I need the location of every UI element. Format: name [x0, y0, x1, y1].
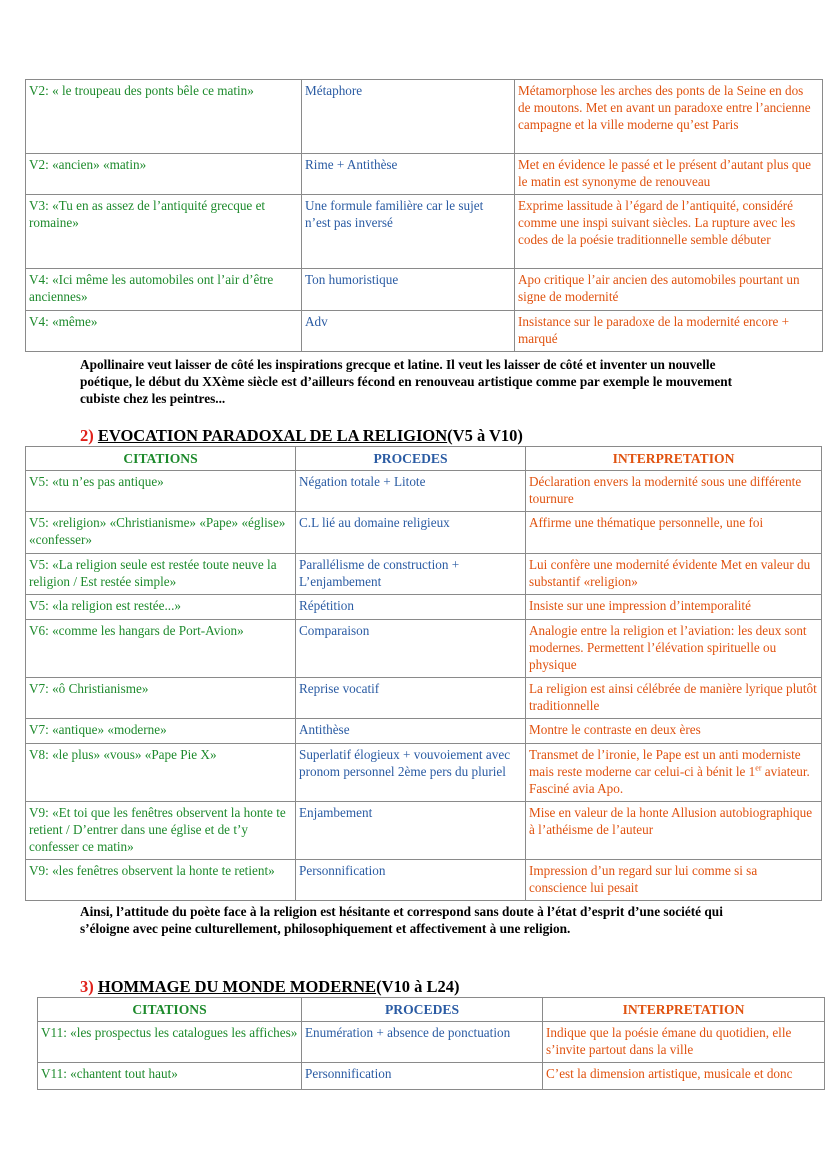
procede-cell: Antithèse [296, 719, 526, 744]
interpretation-cell: Affirme une thématique personnelle, une foi [526, 512, 822, 554]
paragraph-conclusion-1: Apollinaire veut laisser de côté les inspirations grecque et latine. Il veut les laisser de côté et inventer un nouvelle poétique, le début du XXème siècle est d’ailleurs fécond en renouveau artistique comme par exemple le mouvement cubiste chez les peintres... [80, 357, 733, 406]
interpretation-cell: Mise en valeur de la honte Allusion autobiographique à l’athéisme de l’auteur [526, 802, 822, 860]
section-heading: HOMMAGE DU MONDE MODERNE [97, 977, 377, 996]
header-procedes: PROCEDES [296, 447, 526, 471]
interpretation-cell: La religion est ainsi célébrée de manière lyrique plutôt traditionnelle [526, 678, 822, 719]
procede-cell: Ton humoristique [302, 269, 515, 311]
table-row [26, 719, 822, 744]
paragraph-conclusion-2: Ainsi, l’attitude du poète face à la religion est hésitante et correspond sans doute à l’état d’esprit d’une société qui s’éloigne avec peine culturellement, philosophiquement et affectivement à une religion. [80, 904, 723, 936]
table-row [26, 471, 822, 512]
procede-cell: Une formule familière car le sujet n’est pas inversé [302, 195, 515, 269]
table-row [26, 802, 822, 860]
header-interpretation: INTERPRETATION [526, 447, 822, 471]
procede-cell: Répétition [296, 595, 526, 620]
citation-cell: V8: «le plus» «vous» «Pape Pie X» [26, 744, 296, 802]
interpretation-cell: C’est la dimension artistique, musicale et donc [543, 1063, 825, 1090]
table-row [38, 1022, 825, 1063]
procede-cell: Reprise vocatif [296, 678, 526, 719]
procede-cell: C.L lié au domaine religieux [296, 512, 526, 554]
table-continuation [25, 79, 823, 352]
section-range: (V5 à V10) [447, 426, 523, 445]
procede-cell: Parallélisme de construction + L’enjambement [296, 554, 526, 595]
interpretation-cell: Insistance sur le paradoxe de la modernité encore + marqué [515, 311, 823, 352]
citation-cell: V9: «les fenêtres observent la honte te retient» [26, 860, 296, 901]
section-title-2 [80, 426, 523, 446]
section-title-3 [80, 977, 460, 997]
procede-cell: Négation totale + Litote [296, 471, 526, 512]
section-number: 2) [80, 426, 94, 445]
table-row [26, 554, 822, 595]
table-row [38, 1063, 825, 1090]
citation-cell: V4: «Ici même les automobiles ont l’air d’être anciennes» [26, 269, 302, 311]
interpretation-cell: Montre le contraste en deux ères [526, 719, 822, 744]
table-row [26, 678, 822, 719]
superscript: er [755, 763, 762, 773]
interpretation-cell: Exprime lassitude à l’égard de l’antiquité, considéré comme une inspi suivant siècles. La rupture avec les codes de la poésie traditionnelle semble débuter [515, 195, 823, 269]
citation-cell: V2: «ancien» «matin» [26, 154, 302, 195]
table-religion [25, 446, 822, 901]
citation-cell: V7: «antique» «moderne» [26, 719, 296, 744]
table-row [26, 620, 822, 678]
table-row [26, 744, 822, 802]
interpretation-cell: Lui confère une modernité évidente Met en valeur du substantif «religion» [526, 554, 822, 595]
header-interpretation: INTERPRETATION [543, 998, 825, 1022]
procede-cell: Superlatif élogieux + vouvoiement avec pronom personnel 2ème pers du pluriel [296, 744, 526, 802]
citation-cell: V2: « le troupeau des ponts bêle ce matin» [26, 80, 302, 154]
table-row [26, 595, 822, 620]
table-row [26, 311, 823, 352]
citation-cell: V5: «La religion seule est restée toute neuve la religion / Est restée simple» [26, 554, 296, 595]
interpretation-cell: Métamorphose les arches des ponts de la Seine en dos de moutons. Met en avant un paradoxe entre l’ancienne campagne et la ville moderne qu’est Paris [515, 80, 823, 154]
interpretation-cell: Met en évidence le passé et le présent d’autant plus que le matin est synonyme de renouveau [515, 154, 823, 195]
citation-cell: V5: «tu n’es pas antique» [26, 471, 296, 512]
interpretation-cell [526, 744, 822, 802]
citation-cell: V9: «Et toi que les fenêtres observent la honte te retient / D’entrer dans une église et de t’y confesser ce matin» [26, 802, 296, 860]
procede-cell: Personnification [302, 1063, 543, 1090]
interpretation-cell: Déclaration envers la modernité sous une différente tournure [526, 471, 822, 512]
interpretation-cell: Indique que la poésie émane du quotidien, elle s’invite partout dans la ville [543, 1022, 825, 1063]
procede-cell: Personnification [296, 860, 526, 901]
procede-cell: Enjambement [296, 802, 526, 860]
citation-cell: V3: «Tu en as assez de l’antiquité grecque et romaine» [26, 195, 302, 269]
interpretation-cell: Apo critique l’air ancien des automobiles pourtant un signe de modernité [515, 269, 823, 311]
procede-cell: Métaphore [302, 80, 515, 154]
table-row [26, 80, 823, 154]
procede-cell: Enumération + absence de ponctuation [302, 1022, 543, 1063]
citation-cell: V4: «même» [26, 311, 302, 352]
table-row [26, 195, 823, 269]
citation-cell: V11: «les prospectus les catalogues les affiches» [38, 1022, 302, 1063]
header-procedes: PROCEDES [302, 998, 543, 1022]
interpretation-cell: Analogie entre la religion et l’aviation: les deux sont modernes. Permettent l’élévation spirituelle ou physique [526, 620, 822, 678]
table-header-row [38, 998, 825, 1022]
table-monde-moderne [37, 997, 825, 1090]
table-row [26, 269, 823, 311]
procede-cell: Rime + Antithèse [302, 154, 515, 195]
interpretation-cell: Impression d’un regard sur lui comme si sa conscience lui pesait [526, 860, 822, 901]
header-citations: CITATIONS [38, 998, 302, 1022]
section-range: (V10 à L24) [376, 977, 460, 996]
table-row [26, 860, 822, 901]
citation-cell: V6: «comme les hangars de Port-Avion» [26, 620, 296, 678]
citation-cell: V5: «la religion est restée...» [26, 595, 296, 620]
interpretation-text: Transmet de l’ironie, le Pape est un anti moderniste mais reste moderne car celui-ci à bénit le 1 [529, 747, 801, 779]
table-header-row [26, 447, 822, 471]
section-number: 3) [80, 977, 94, 996]
table-row [26, 512, 822, 554]
procede-cell: Adv [302, 311, 515, 352]
citation-cell: V5: «religion» «Christianisme» «Pape» «église» «confesser» [26, 512, 296, 554]
interpretation-cell: Insiste sur une impression d’intemporalité [526, 595, 822, 620]
section-heading: EVOCATION PARADOXAL DE LA RELIGION [97, 426, 448, 445]
citation-cell: V7: «ô Christianisme» [26, 678, 296, 719]
header-citations: CITATIONS [26, 447, 296, 471]
citation-cell: V11: «chantent tout haut» [38, 1063, 302, 1090]
table-row [26, 154, 823, 195]
procede-cell: Comparaison [296, 620, 526, 678]
interpretation-text: aviateur. Fasciné avia Apo. [529, 764, 810, 796]
